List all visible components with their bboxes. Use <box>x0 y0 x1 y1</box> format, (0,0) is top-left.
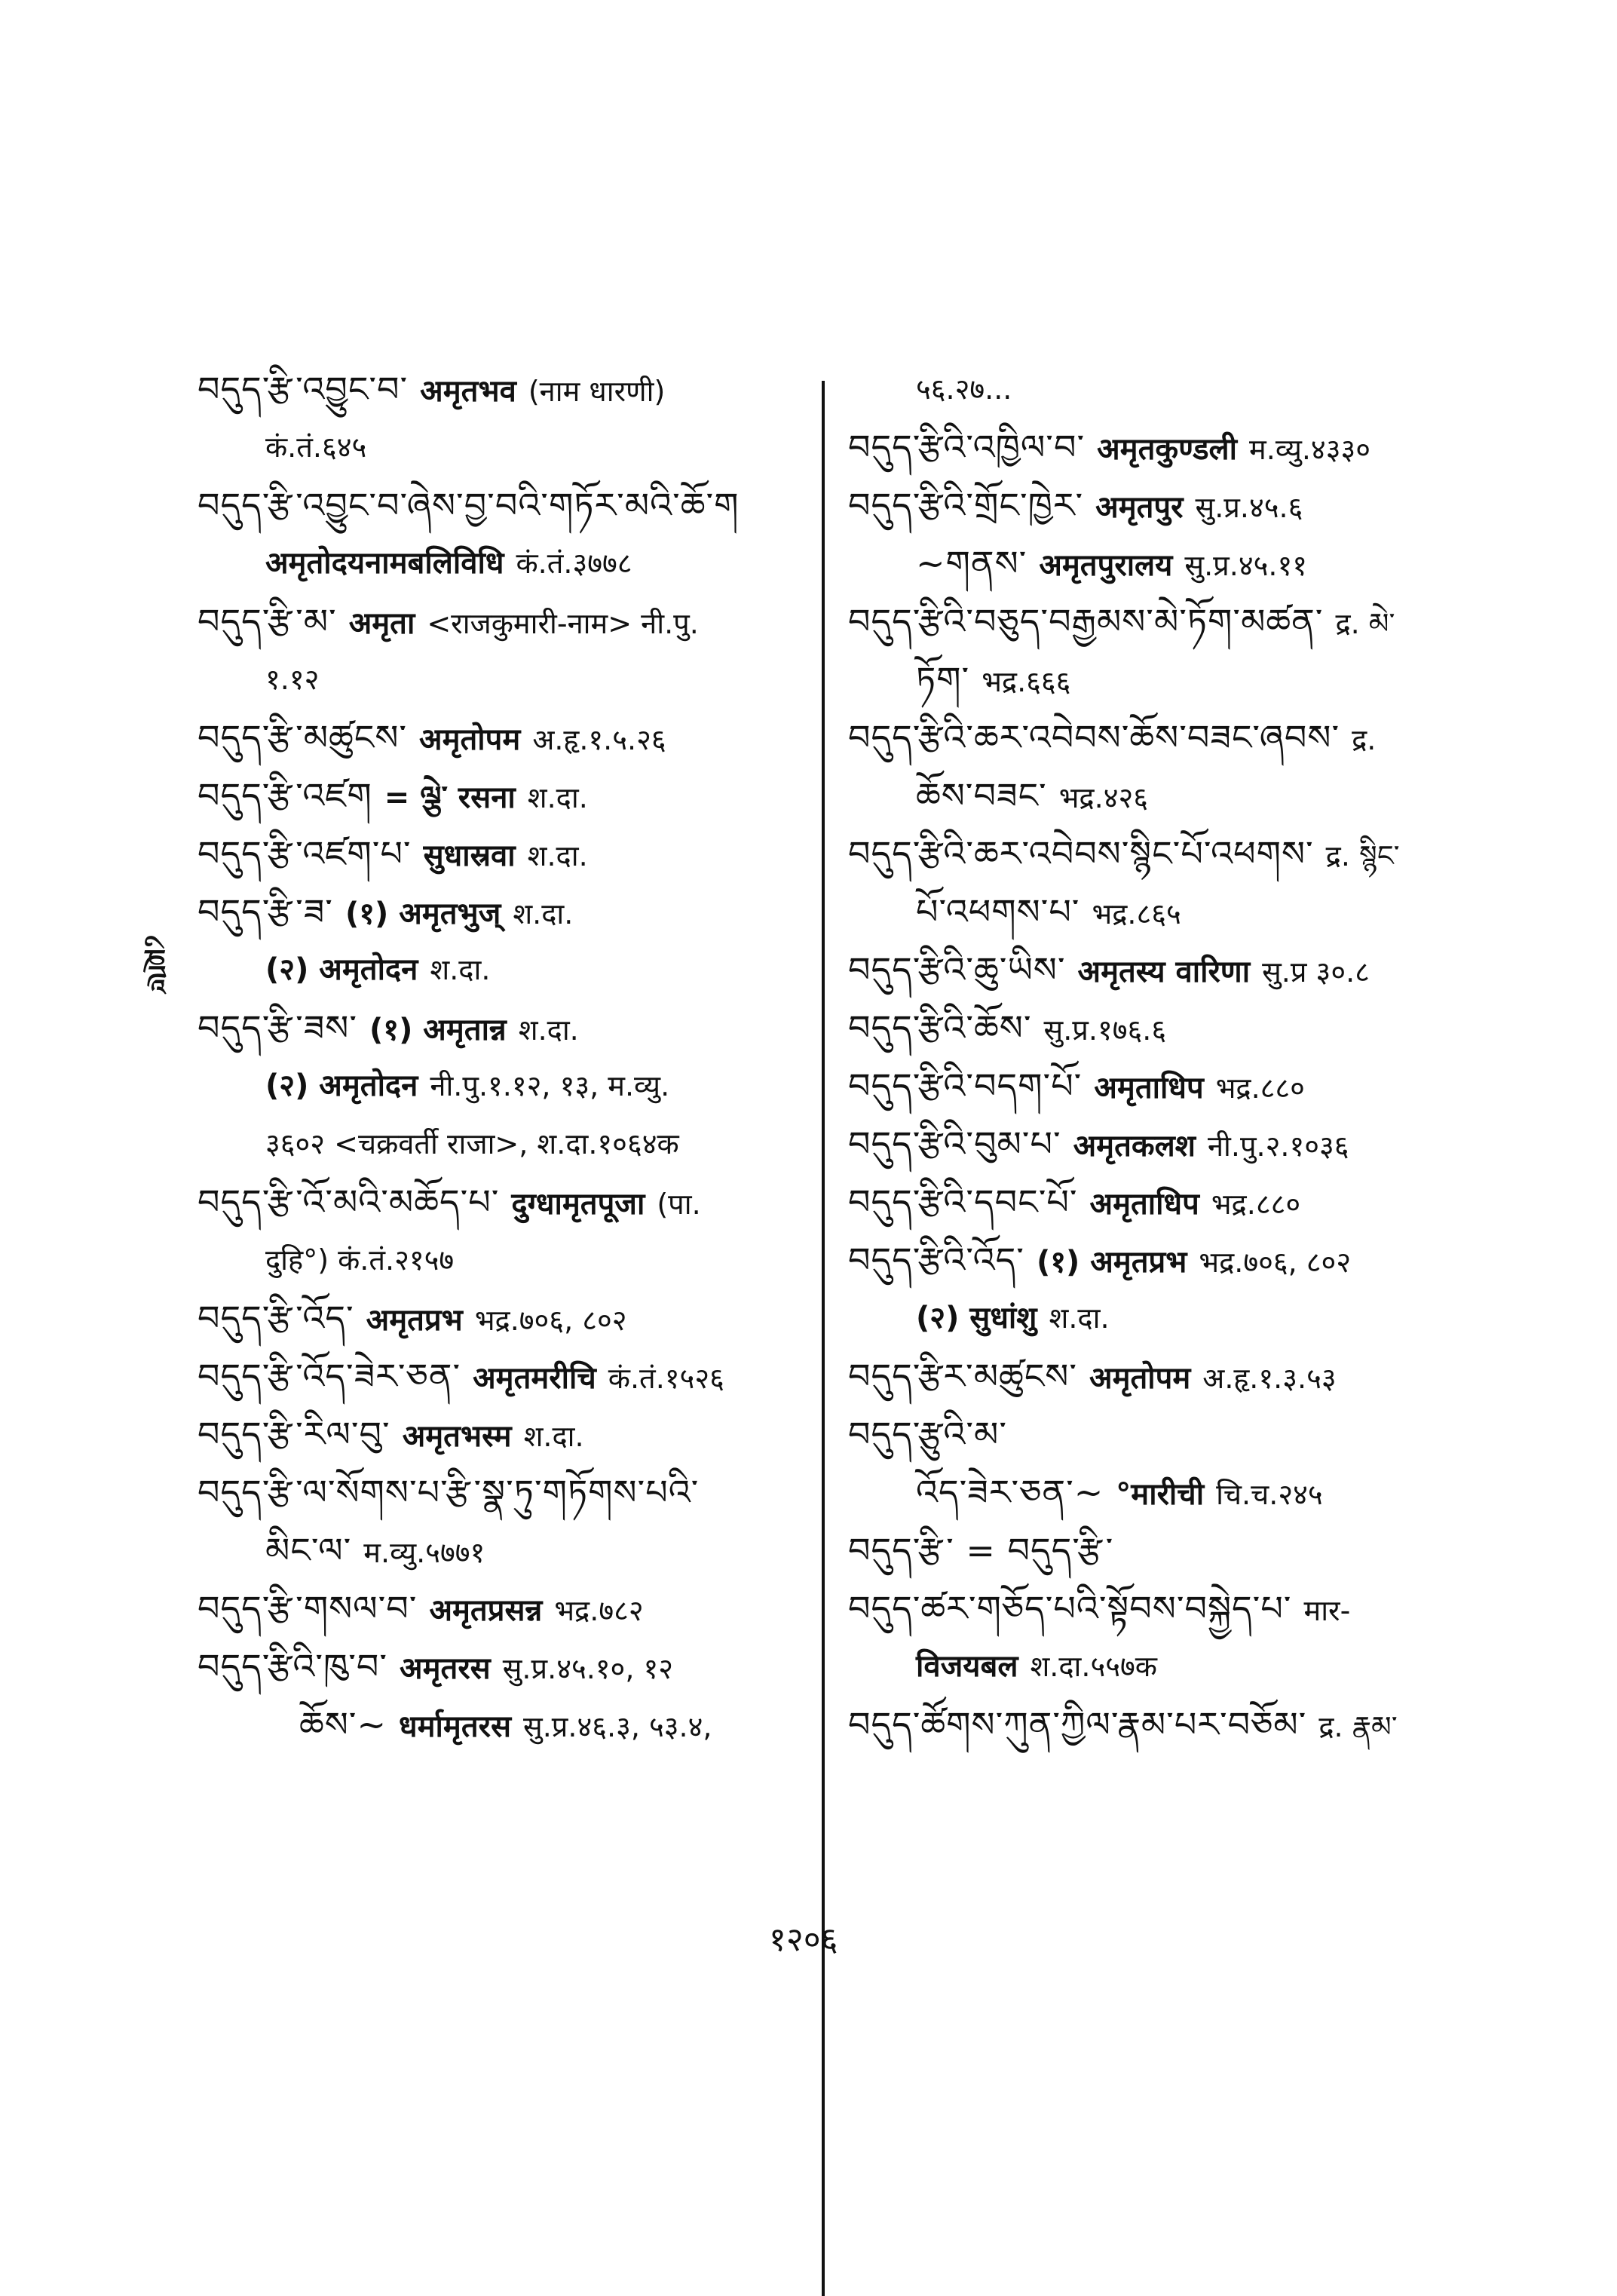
source-reference: भद्र.८८० <box>1215 1071 1305 1105</box>
source-reference: म.व्यु.४३३० <box>1249 433 1370 466</box>
source-reference: नी.पु.२.१०३६ <box>1207 1130 1349 1163</box>
sanskrit-equivalent: (१) अमृतप्रभ <box>1036 1245 1187 1280</box>
tibetan-headword: བདུད་ཚར་གཅོད་པའི་སྟོབས་བསྐྱེད་པ་ <box>848 1588 1292 1629</box>
sanskrit-equivalent: (२) अमृतोदन <box>265 952 418 987</box>
source-reference: (पा. <box>657 1188 701 1221</box>
dictionary-entry-line <box>848 999 1451 1057</box>
dictionary-entry-line <box>198 1522 801 1580</box>
source-reference: भद्र.७०६, ८०२ <box>1199 1246 1352 1279</box>
tibetan-headword: བདུད་རྩིའི་ཆུ་ཡིས་ <box>848 949 1066 990</box>
sanskrit-equivalent: अमृता <box>348 606 415 641</box>
source-reference: चि.च.२४५ <box>1216 1478 1323 1511</box>
source-reference: सु.प्र.४५.६ <box>1195 491 1303 524</box>
page-number: १२०६ <box>769 1920 838 1959</box>
tibetan-headword: བདུད་རྩི་མ་ <box>198 601 337 642</box>
tibetan-headword: ཏོག་ <box>916 659 970 700</box>
source-reference: श.दा. <box>430 953 491 986</box>
tibetan-headword: པོ་འཕགས་པ་ <box>916 891 1080 932</box>
tibetan-headword: བདུད་རྩིའི་ཆོས་ <box>848 1007 1032 1048</box>
source-reference: द्र. སྙིང་ <box>1325 839 1400 872</box>
source-reference: सु.प्र.१७६.६ <box>1043 1013 1167 1047</box>
tibetan-headword: བདུད་རྩི་འབྱུང་བ་ <box>198 369 409 409</box>
tibetan-headword: བདུད་རྩིའི་བུམ་པ་ <box>848 1123 1061 1164</box>
tibetan-headword: བདུད་རྩི་རིལ་བུ་ <box>198 1414 390 1455</box>
source-reference: सु.प्र.४५.११ <box>1184 549 1307 582</box>
dictionary-entry-line <box>198 709 801 767</box>
source-reference: श.दा. <box>518 1013 579 1047</box>
dictionary-entry-line <box>198 360 801 418</box>
tibetan-headword: བདུད་ཚོགས་ཀུན་ཀྱིལ་རྣམ་པར་བཅོམ་ <box>848 1704 1307 1745</box>
sanskrit-equivalent: अमृतरस <box>400 1651 491 1686</box>
tibetan-headword: བདུད་རྩིའི་འོད་ <box>848 1240 1024 1280</box>
source-reference: श.दा. <box>523 1420 584 1453</box>
tibetan-headword: བདུད་རྩི་འོད་ཟེར་ཅན་ <box>198 1356 461 1396</box>
tibetan-headword: བདུད་རྩི་ལ་སོགས་པ་རྩི་སྣ་ཏུ་གཏོགས་པའི་ <box>198 1472 700 1513</box>
dictionary-entry-line <box>848 883 1451 941</box>
dictionary-entry-line <box>848 709 1451 767</box>
source-reference: भद्र.४२६ <box>1058 781 1148 814</box>
sanskrit-equivalent: (२) सुधांशु <box>916 1301 1037 1335</box>
source-reference: दुहि°) कं.तं.२१५७ <box>265 1243 455 1277</box>
tibetan-headword: འོད་ཟེར་ཅན་~ <box>916 1472 1104 1513</box>
right-column <box>848 360 1451 1754</box>
source-reference: सु.प्र.४५.१०, १२ <box>502 1652 674 1685</box>
sanskrit-equivalent: अमृतभस्म <box>402 1419 512 1454</box>
dictionary-entry-line <box>848 1580 1451 1638</box>
sanskrit-equivalent: °मारीची <box>1116 1477 1205 1512</box>
dictionary-entry-line <box>198 883 801 941</box>
dictionary-entry-line <box>848 651 1451 709</box>
tibetan-headword: བདུད་རྩི་འོ་མའི་མཆོད་པ་ <box>198 1182 500 1222</box>
source-reference: <राजकुमारी-नाम> नी.पु. <box>427 607 699 640</box>
source-reference: ५६.२७... <box>916 372 1012 406</box>
dictionary-entry-line <box>848 1638 1451 1696</box>
source-reference: म.व्यु.५७७१ <box>363 1536 485 1569</box>
tibetan-headword: བདུད་རྩི་ = བདུད་རྩི་ <box>848 1530 1114 1571</box>
sanskrit-equivalent: अमृतप्रभ <box>366 1303 463 1338</box>
dictionary-entry-line <box>848 767 1451 825</box>
dictionary-entry-line <box>198 535 801 593</box>
tibetan-headword: བདུད་རྩི་གསལ་བ་ <box>198 1588 418 1629</box>
sanskrit-equivalent: अमृतस्य वारिणा <box>1077 955 1251 989</box>
source-reference: नी.पु.१.१२, १३, म.व्यु. <box>430 1069 670 1102</box>
source-reference: भद्र.८६५ <box>1092 897 1181 930</box>
dictionary-entry-line <box>198 477 801 535</box>
dictionary-entry-line <box>198 1173 801 1231</box>
source-reference: सु.प्र ३०.८ <box>1262 955 1370 989</box>
sanskrit-equivalent: धर्मामृतरस <box>399 1709 512 1744</box>
tibetan-headword: བདུད་རྩིའི་ཆར་འབེབས་སྙིང་པོ་འཕགས་ <box>848 833 1314 874</box>
sanskrit-equivalent: = ལྕེ་ रसना <box>384 780 516 815</box>
dictionary-entry-line <box>848 593 1451 651</box>
dictionary-entry-line <box>848 941 1451 999</box>
dictionary-entry-line <box>198 1347 801 1405</box>
left-column <box>198 360 801 1754</box>
source-reference: भद्र.८८० <box>1211 1188 1301 1221</box>
dictionary-entry-line <box>198 999 801 1057</box>
sanskrit-equivalent: अमृताधिप <box>1094 1071 1204 1105</box>
sanskrit-equivalent: विजयबल <box>916 1649 1018 1684</box>
source-reference: श.दा. <box>527 781 588 814</box>
dictionary-entry-line <box>198 825 801 883</box>
dictionary-entry-line <box>848 535 1451 593</box>
margin-mark: ཎྜཱི <box>142 941 167 985</box>
source-reference: श.दा.५५७क <box>1030 1650 1157 1683</box>
tibetan-headword: བདུད་རྩིའི་བདག་པོ་ <box>848 1065 1083 1106</box>
sanskrit-equivalent: (१) अमृतभुज् <box>345 897 501 931</box>
dictionary-entry-line <box>198 1696 801 1754</box>
dictionary-entry-line <box>848 1347 1451 1405</box>
sanskrit-equivalent: अमृतपुरालय <box>1039 548 1173 583</box>
sanskrit-equivalent: अमृतकुण्डली <box>1097 432 1238 467</box>
source-reference: सु.प्र.४६.३, ५३.४, <box>523 1710 712 1743</box>
tibetan-headword: བདུད་རྩིར་མཚུངས་ <box>848 1356 1078 1396</box>
source-reference: (नाम धारणी) <box>528 375 666 408</box>
sanskrit-equivalent: (१) अमृतान्न <box>369 1013 507 1047</box>
dictionary-entry-line <box>848 1522 1451 1580</box>
column-divider <box>822 381 825 2296</box>
sanskrit-equivalent: दुग्धामृतपूजा <box>511 1187 645 1222</box>
dictionary-entry-line <box>198 1231 801 1289</box>
dictionary-entry-line <box>198 941 801 999</box>
dictionary-entry-line <box>848 1057 1451 1115</box>
source-reference: द्र. རྣམ་ <box>1318 1710 1398 1743</box>
tibetan-headword: བདུད་རྩི་ཟ་ <box>198 891 333 932</box>
source-reference: भद्र.६६६ <box>982 665 1071 698</box>
sanskrit-equivalent: सुधास्रवा <box>423 838 516 873</box>
tibetan-headword: བདུད་རྩི་འབྱུང་བ་ཞེས་བྱ་བའི་གཏོར་མའི་ཆོ་ག <box>198 485 740 526</box>
sanskrit-equivalent: अमृतोपम <box>1089 1361 1191 1396</box>
tibetan-headword: བདུད་རྩིའི་ཆར་འབེབས་ཆོས་བཟང་ཞབས་ <box>848 717 1340 758</box>
dictionary-entry-line <box>848 1173 1451 1231</box>
dictionary-entry-line <box>848 1696 1451 1754</box>
tibetan-headword: བདུད་རྩིའི་གྲོང་ཁྱེར་ <box>848 485 1084 526</box>
tibetan-headword: བདུད་རྩི་འཛག་པ་ <box>198 833 412 874</box>
dictionary-entry-line <box>848 477 1451 535</box>
source-reference: मार- <box>1303 1594 1351 1627</box>
source-reference: कं.तं.१५२६ <box>608 1362 724 1395</box>
source-reference: अ.हृ.१.३.५३ <box>1202 1362 1337 1395</box>
dictionary-entry-line <box>848 1231 1451 1289</box>
tibetan-headword: བདུད་རྩུའི་མ་ <box>848 1414 1007 1455</box>
source-reference: अ.हृ.१.५.२६ <box>532 723 666 756</box>
sanskrit-equivalent: अमृतप्रसन्न <box>429 1593 543 1628</box>
tibetan-headword: ཆོས་~ <box>299 1704 387 1745</box>
sanskrit-equivalent: अमृताधिप <box>1089 1187 1199 1222</box>
dictionary-entry-line <box>198 651 801 709</box>
source-reference: ३६०२ <चक्रवर्ती राजा>, श.दा.१०६४क <box>265 1127 679 1160</box>
source-reference: श.दा. <box>513 897 574 930</box>
sanskrit-equivalent: अमृतकलश <box>1073 1129 1196 1163</box>
source-reference: श.दा. <box>1049 1301 1110 1335</box>
dictionary-entry-line <box>198 1638 801 1696</box>
dictionary-entry-line <box>198 767 801 825</box>
tibetan-headword: བདུད་རྩི་མཚུངས་ <box>198 717 408 758</box>
tibetan-headword: ~གནས་ <box>916 543 1027 584</box>
dictionary-entry-line <box>198 418 801 477</box>
tibetan-headword: བདུད་རྩི་ཟས་ <box>198 1007 357 1048</box>
dictionary-entry-line <box>848 1115 1451 1173</box>
tibetan-headword: བདུད་རྩིའི་ཁུ་བ་ <box>198 1646 388 1687</box>
source-reference: १.१२ <box>265 663 320 696</box>
tibetan-headword: ཆོས་བཟང་ <box>916 775 1047 816</box>
dictionary-entry-line <box>198 593 801 651</box>
dictionary-entry-line <box>198 1289 801 1347</box>
tibetan-headword: བདུད་རྩིའི་བཅུད་བརྒྱམས་མེ་ཏོག་མཚན་ <box>848 601 1324 642</box>
dictionary-entry-line <box>848 1405 1451 1464</box>
source-reference: कं.तं.३७७८ <box>516 547 632 580</box>
sanskrit-equivalent: अमृतोदयनामबलिविधि <box>265 546 504 581</box>
dictionary-entry-line <box>848 360 1451 418</box>
sanskrit-equivalent: अमृतभव <box>420 374 516 409</box>
source-reference: भद्र.७८२ <box>554 1594 644 1627</box>
tibetan-headword: བདུད་རྩིའི་འཁྱིལ་བ་ <box>848 427 1086 467</box>
dictionary-entry-line <box>198 1115 801 1173</box>
sanskrit-equivalent: अमृतपुर <box>1095 490 1184 525</box>
dictionary-entry-line <box>198 1580 801 1638</box>
tibetan-headword: བདུད་རྩིའི་དབང་པོ་ <box>848 1182 1078 1222</box>
tibetan-headword: བདུད་རྩི་འཛག <box>198 775 372 816</box>
source-reference: भद्र.७०६, ८०२ <box>474 1304 627 1337</box>
dictionary-entry-line <box>848 1464 1451 1522</box>
sanskrit-equivalent: अमृतमरीचि <box>473 1361 596 1396</box>
tibetan-headword: མིང་ལ་ <box>265 1530 352 1571</box>
sanskrit-equivalent: (२) अमृतोदन <box>265 1068 418 1103</box>
dictionary-entry-line <box>198 1057 801 1115</box>
source-reference: द्र. <box>1352 723 1377 756</box>
source-reference: श.दा. <box>527 839 588 872</box>
dictionary-entry-line <box>848 825 1451 883</box>
tibetan-headword: བདུད་རྩི་འོད་ <box>198 1298 354 1338</box>
sanskrit-equivalent: अमृतोपम <box>419 722 521 757</box>
dictionary-entry-line <box>198 1405 801 1464</box>
dictionary-entry-line <box>198 1464 801 1522</box>
dictionary-entry-line <box>848 1289 1451 1347</box>
dictionary-entry-line <box>848 418 1451 477</box>
source-reference: कं.तं.६४५ <box>265 431 367 464</box>
source-reference: द्र. མེ་ <box>1335 607 1395 640</box>
